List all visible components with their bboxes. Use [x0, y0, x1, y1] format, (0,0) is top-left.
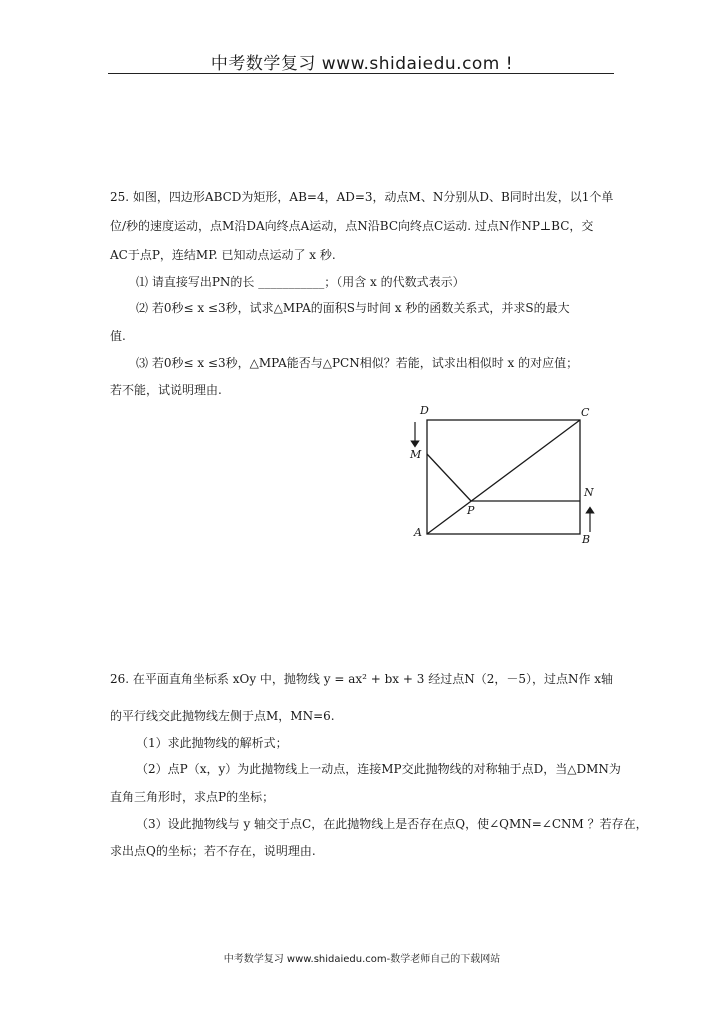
label-b: B	[582, 533, 591, 546]
segment-mp	[427, 454, 471, 501]
q26-part-3: （3）设此抛物线与 y 轴交于点C，在此抛物线上是否存在点Q，使∠QMN=∠CNM ？若存在，	[136, 817, 648, 831]
q25-part-3: ⑶ 若0秒≤ x ≤3秒，△MPA能否与△PCN相似？若能，试求出相似时 x 的对应值；	[136, 356, 579, 370]
q26-line-2: 的平行线交此抛物线左侧于点M，MN=6.	[110, 709, 335, 723]
q25-part-1: ⑴ 请直接写出PN的长 ___________；（用含 x 的代数式表示）	[136, 275, 465, 289]
q25-line-3: AC于点P，连结MP. 已知动点运动了 x 秒.	[110, 248, 336, 262]
q25-part-3-cont: 若不能，试说明理由.	[110, 383, 222, 397]
page-header-title: 中考数学复习 www.shidaiedu.com !	[210, 54, 514, 74]
q26-part-2-cont: 直角三角形时，求点P的坐标；	[110, 790, 275, 804]
q25-part-2: ⑵ 若0秒≤ x ≤3秒，试求△MPA的面积S与时间 x 秒的函数关系式，并求S的最大	[136, 301, 570, 315]
q26-part-1: （1）求此抛物线的解析式；	[136, 736, 288, 750]
q25-line-2: 位/秒的速度运动，点M沿DA向终点A运动，点N沿BC向终点C运动. 过点N作NP⊥BC，交	[110, 219, 594, 233]
q26-line-1: 26. 在平面直角坐标系 xOy 中，抛物线 y = ax² + bx + 3 经过点N（2，－5），过点N作 x轴	[110, 672, 614, 686]
q26-part-2: （2）点P（x，y）为此抛物线上一动点，连接MP交此抛物线的对称轴于点D，当△DMN为	[136, 762, 621, 776]
label-c: C	[581, 406, 590, 419]
header-divider	[108, 73, 614, 74]
page-footer: 中考数学复习 www.shidaiedu.com-数学老师自己的下载网站	[223, 954, 501, 965]
label-a: A	[414, 526, 422, 539]
label-n: N	[584, 486, 594, 499]
q25-part-2-cont: 值.	[110, 329, 126, 343]
label-p: P	[467, 504, 475, 517]
rectangle-figure	[404, 402, 604, 550]
q25-line-1: 25. 如图，四边形ABCD为矩形，AB=4，AD=3，动点M、N分别从D、B同时出发，以1个单	[110, 190, 614, 204]
label-m: M	[410, 448, 422, 461]
q26-part-3-cont: 求出点Q的坐标；若不存在，说明理由.	[110, 844, 316, 858]
label-d: D	[420, 404, 429, 417]
diagonal-ac	[427, 420, 580, 534]
figure-svg	[404, 402, 604, 550]
